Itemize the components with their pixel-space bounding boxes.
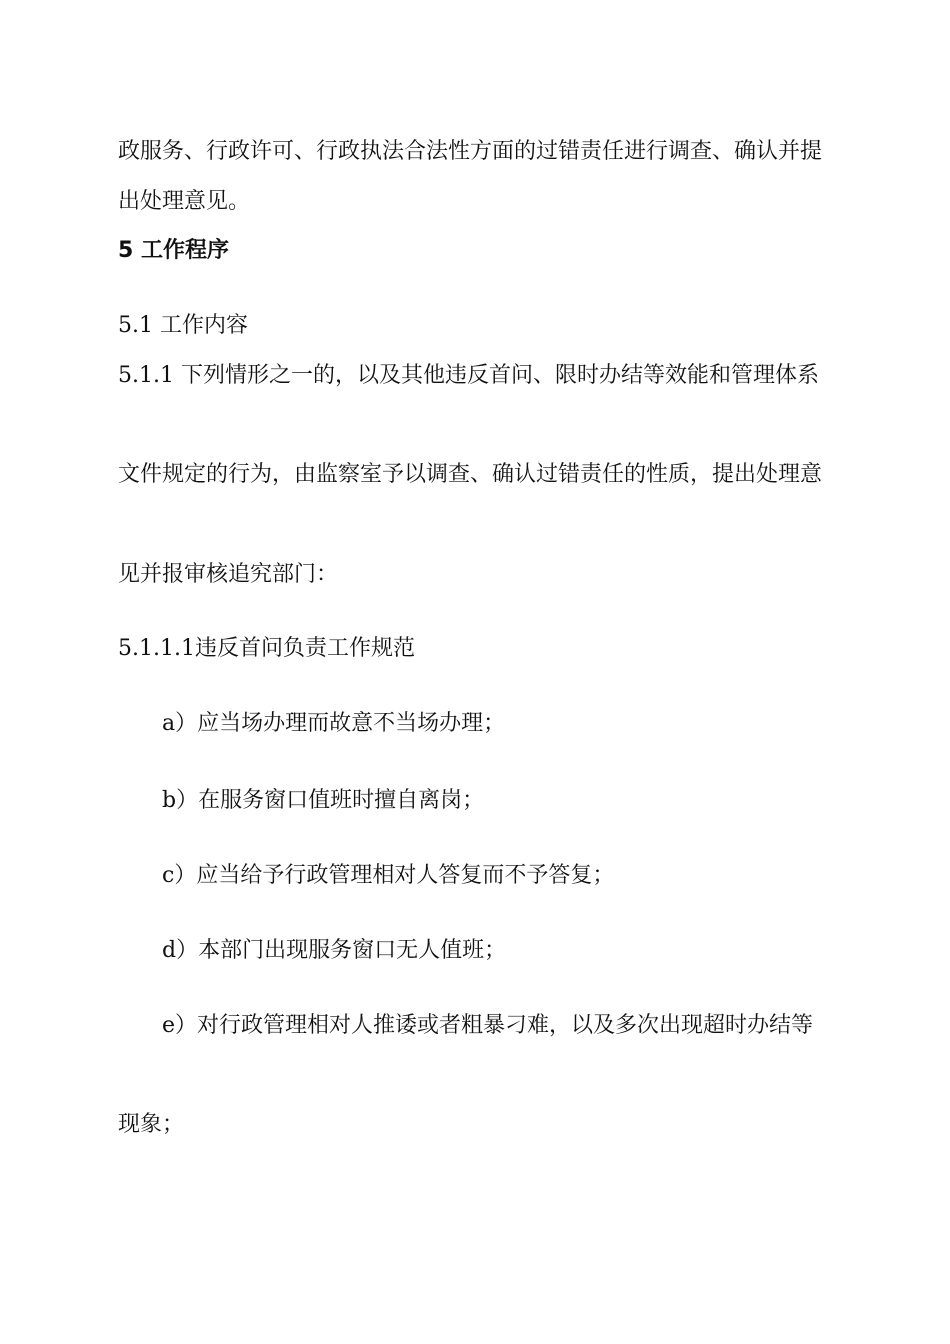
body-text-line: 文件规定的行为，由监察室予以调查、确认过错责任的性质，提出处理意 (118, 462, 823, 487)
list-item: a）应当场办理而故意不当场办理； (162, 711, 506, 736)
clause-heading: 5.1.1.1违反首问负责工作规范 (118, 636, 415, 661)
list-item: e）对行政管理相对人推诿或者粗暴刁难，以及多次出现超时办结等 (162, 1013, 814, 1038)
body-text-line: 见并报审核追究部门： (118, 562, 339, 587)
section-heading: 5 工作程序 (118, 238, 229, 263)
list-item: d）本部门出现服务窗口无人值班； (162, 938, 507, 963)
list-item: b）在服务窗口值班时擅自离岗； (162, 788, 485, 813)
body-text-line: 政服务、行政许可、行政执法合法性方面的过错责任进行调查、确认并提 (118, 139, 823, 164)
list-item: c）应当给予行政管理相对人答复而不予答复； (162, 863, 615, 888)
body-text-line: 出处理意见。 (118, 189, 251, 214)
body-text-line: 5.1.1 下列情形之一的，以及其他违反首问、限时办结等效能和管理体系 (118, 363, 819, 388)
body-text-line: 现象； (118, 1112, 185, 1137)
subsection-heading: 5.1 工作内容 (118, 313, 248, 338)
